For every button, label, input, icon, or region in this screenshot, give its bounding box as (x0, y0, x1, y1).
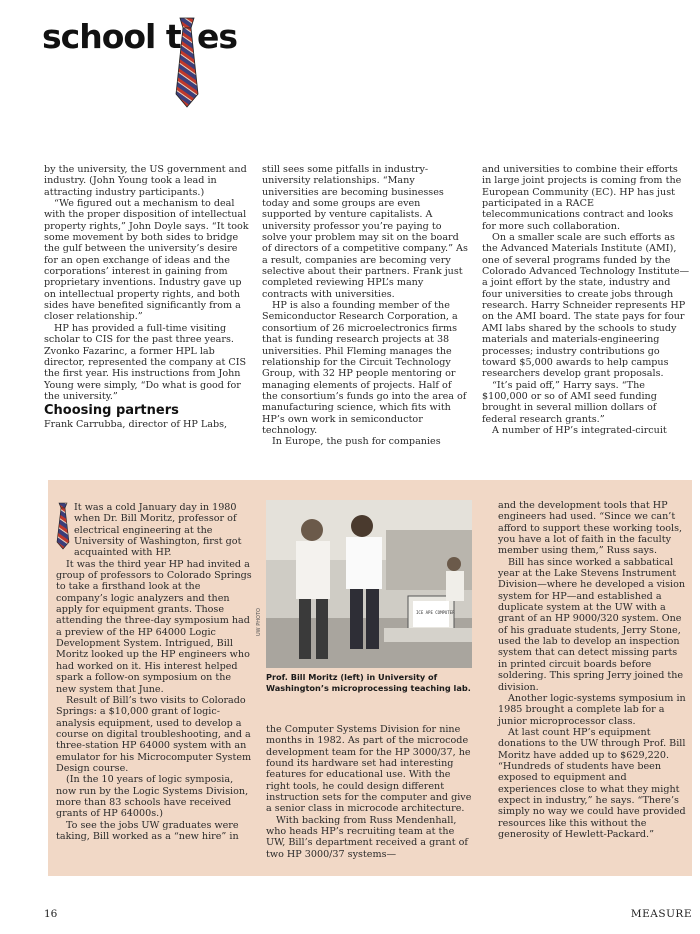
paragraph: It was a cold January day in 1980 when Dr. Bill Moritz, professor of electrical engineering at the University of Washington, first got acquainted with HP. (74, 502, 242, 559)
lab-photo-illustration (266, 500, 472, 668)
paragraph: by the university, the US government and industry. (John Young took a lead in attracting industry participants.) (44, 164, 247, 198)
sidebar-column-1 (56, 502, 252, 842)
article-column-3 (482, 164, 690, 436)
paragraph: With backing from Russ Mendenhall, who heads HP’s recruiting team at the UW, Bill’s department received a grant of two HP 3000/37 systems— (266, 814, 468, 860)
photo-caption: Prof. Bill Moritz (left) in University of Washington’s microprocessing teaching lab. (266, 672, 471, 693)
article-column-2 (262, 164, 469, 448)
paragraph: (In the 10 years of logic symposia, now run by the Logic Systems Division, more than 83 schools have received grants of HP 64000s.) (56, 774, 249, 820)
paragraph: On a smaller scale are such efforts as the Advanced Materials Institute (AMI), one of several programs funded by the Colorado Advanced Technology Institute—a joint effort by the state, industry and four universities to create jobs through research. Harry Schneider represents HP on the AMI board. The state pays for four AMI labs shared by the schools to study materials and materials-engineering processes; industry contributions go toward $5,000 awards to help campus researchers develop grant proposals. (482, 232, 690, 380)
photo-credit: UW PHOTO (256, 608, 262, 636)
paragraph: still sees some pitfalls in industry-university relationships. “Many universities are becoming businesses today and some groups are even supported by venture capitalists. A university professor you’re paying to solve your problem may sit on the board of directors of a competitive company.” As a result, companies are becoming very selective about their partners. Frank just completed reviewing HPL’s many contracts with universities. (262, 164, 468, 300)
masthead-word-school: school t (42, 17, 181, 56)
paragraph: “It’s paid off,” Harry says. “The $100,000 or so of AMI seed funding brought in several million dollars of federal research grants.” (482, 379, 657, 425)
magazine-name: MEASURE (630, 908, 692, 920)
paragraph: At last count HP’s equipment donations to the UW through Prof. Bill Moritz have added up to $629,220. “Hundreds of students have been exposed to equipment and experiences close to what they might expect in industry,” he says. “There’s simply no way we could have provided resources like this without the generosity of Hewlett-Packard.” (498, 726, 686, 840)
sidebar-box (48, 480, 692, 876)
paragraph: Another logic-systems symposium in 1985 brought a complete lab for a junior microprocessor class. (498, 692, 686, 727)
paragraph: and the development tools that HP engineers had used. “Since we can’t afford to support these working tools, you have a lot of faith in the faculty member using them,” Russ says. (498, 500, 683, 557)
page-number: 16 (44, 908, 58, 920)
paragraph: the Computer Systems Division for nine months in 1982. As part of the microcode development team for the HP 3000/37, he found its hardware set had interesting features for educational use. With the right tools, he could design different instruction sets for the computer and give a senior class in microcode architecture. (266, 724, 472, 815)
lab-photo (266, 500, 472, 668)
paragraph: Result of Bill’s two visits to Colorado Springs: a $10,000 grant of logic-analysis equipment, used to develop a course on digital troubleshooting, and a three-station HP 64000 system with an emulator for his Microcomputer System Design course. (56, 694, 252, 774)
sidebar-column-3 (498, 500, 688, 840)
paragraph: In Europe, the push for companies (272, 436, 441, 448)
paragraph: Frank Carrubba, director of HP Labs, (44, 419, 228, 431)
paragraph: and universities to combine their efforts in large joint projects is coming from the European Community (EC). HP has just participated in a RACE telecommunications contract and looks for more such collaboration. (482, 164, 682, 232)
paragraph: A number of HP’s integrated-circuit (492, 424, 667, 436)
masthead (42, 16, 262, 111)
section-heading: Choosing partners (44, 403, 179, 419)
paragraph: To see the jobs UW graduates were taking, Bill worked as a “new hire” in (56, 819, 239, 842)
monitor-text: ICE APE COMPUTER (416, 610, 455, 615)
paragraph: Bill has since worked a sabbatical year at the Lake Stevens Instrument Division—where he developed a vision system for HP—and established a duplicate system at the UW with a grant of an HP 9000/320 system. One of his graduate students, Jerry Stone, used the lab to develop an inspection system that can detect missing parts in printed circuit boards before soldering. This spring Jerry joined the division. (498, 556, 686, 693)
sidebar-column-2 (266, 724, 472, 860)
paragraph: It was the third year HP had invited a group of professors to Colorado Springs to take a firsthand look at the company’s logic analyzers and then apply for equipment grants. Those attending the three-day symposium had a preview of the HP 64000 Logic Development System. Intrigued, Bill Moritz looked up the HP engineers who had worked on it. His interest helped spark a follow-on symposium on the new system that June. (56, 558, 252, 695)
paragraph: “We figured out a mechanism to deal with the proper disposition of intellectual property rights,” John Doyle says. “It took some movement by both sides to bridge the gulf between the university’s desire for an open exchange of ideas and the corporations’ interest in gaining from proprietary inventions. Industry gave up on intellectual property rights, and both sides have benefited significantly from a closer relationship.” (44, 198, 249, 323)
article-column-1 (44, 164, 249, 431)
paragraph: HP is also a founding member of the Semiconductor Research Corporation, a consortium of 26 microelectronics firms that is funding research projects at 38 universities. Phil Fleming manages the relationship for the Circuit Technology Group, with 32 HP people mentoring or managing elements of projects. Half of the consortium’s funds go into the area of manufacturing science, which fits with HP’s own work in semiconductor technology. (262, 300, 467, 436)
paragraph: HP has provided a full-time visiting scholar to CIS for the past three years. Zvonko Fazarinc, a former HPL lab director, represented the company at CIS the first year. His instructions from John Young were simply, “Do what is good for the university.” (44, 322, 247, 402)
masthead-word-es: es (197, 17, 238, 56)
